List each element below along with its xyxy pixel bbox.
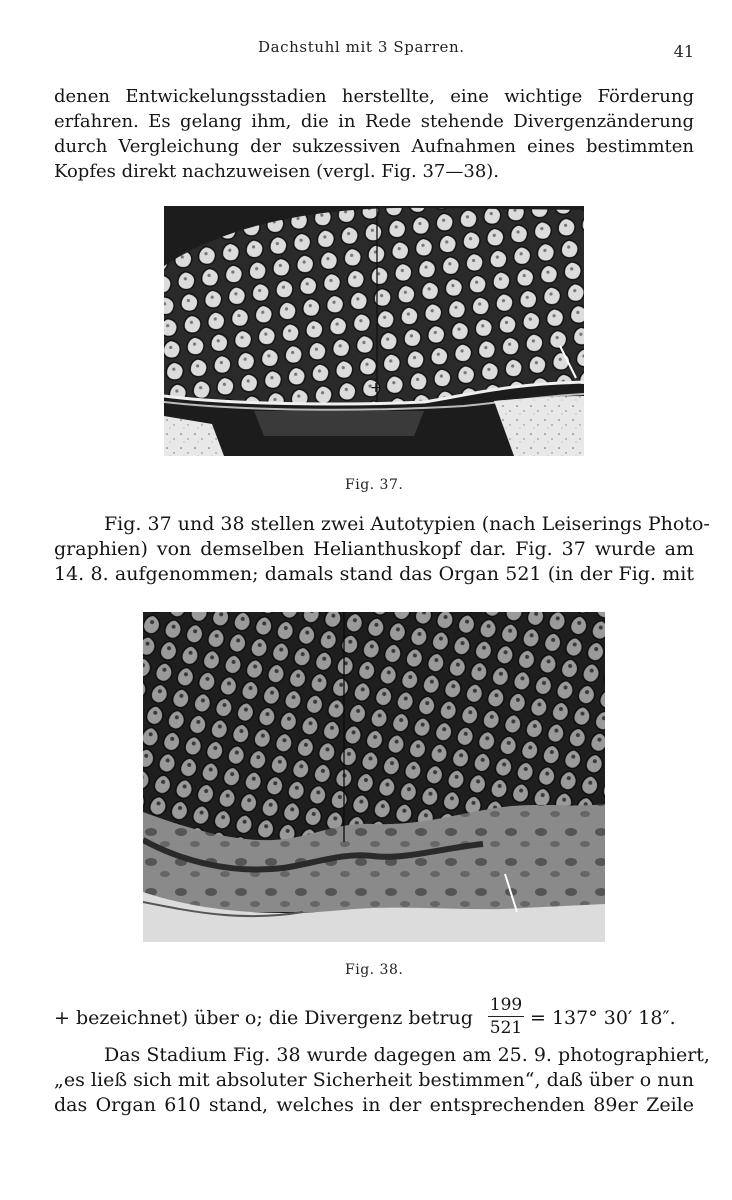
paragraph-figures [54, 512, 710, 587]
text-line: „es ließ sich mit absoluter Sicherheit bestimmen“, daß über o nun [54, 1069, 694, 1091]
svg-text:+: + [370, 380, 382, 396]
text-line: graphien) von demselben Helianthuskopf dar. Fig. 37 wurde am [54, 538, 694, 560]
formula-result: = 137° 30′ 18″. [530, 1007, 676, 1029]
fraction-numerator: 199 [489, 995, 523, 1015]
text-line: Kopfes direkt nachzuweisen (vergl. Fig. 37—38). [54, 161, 500, 182]
fraction-bar [488, 1016, 524, 1017]
figure-37-photo [164, 206, 584, 456]
formula-line [54, 995, 694, 1039]
text-line: denen Entwickelungsstadien herstellte, eine wichtige Förderung [54, 86, 694, 107]
text-line: erfahren. Es gelang ihm, die in Rede stehende Divergenzänderung [54, 111, 694, 132]
figure-38-caption: Fig. 38. [345, 962, 404, 978]
figure-38-photo [143, 612, 605, 942]
text-line: das Organ 610 stand, welches in der entsprechenden 89er Zeile [54, 1094, 694, 1116]
paragraph-intro [54, 84, 694, 184]
text-line: 14. 8. aufgenommen; damals stand das Organ 521 (in der Fig. mit [54, 563, 694, 585]
divergence-fraction [484, 995, 528, 1038]
formula-text-before: + bezeichnet) über o; die Divergenz betrug [54, 1007, 473, 1029]
paragraph-stadium [54, 1043, 710, 1118]
text-line: Fig. 37 und 38 stellen zwei Autotypien (nach Leiserings Photo- [104, 513, 710, 535]
text-line: durch Vergleichung der sukzessiven Aufnahmen eines bestimmten [54, 136, 694, 157]
running-head: Dachstuhl mit 3 Sparren. [258, 38, 465, 56]
fraction-denominator: 521 [489, 1018, 523, 1038]
figure-37-caption: Fig. 37. [345, 477, 404, 493]
page-number: 41 [673, 42, 694, 61]
text-line: Das Stadium Fig. 38 wurde dagegen am 25. 9. photographiert, [104, 1044, 710, 1066]
